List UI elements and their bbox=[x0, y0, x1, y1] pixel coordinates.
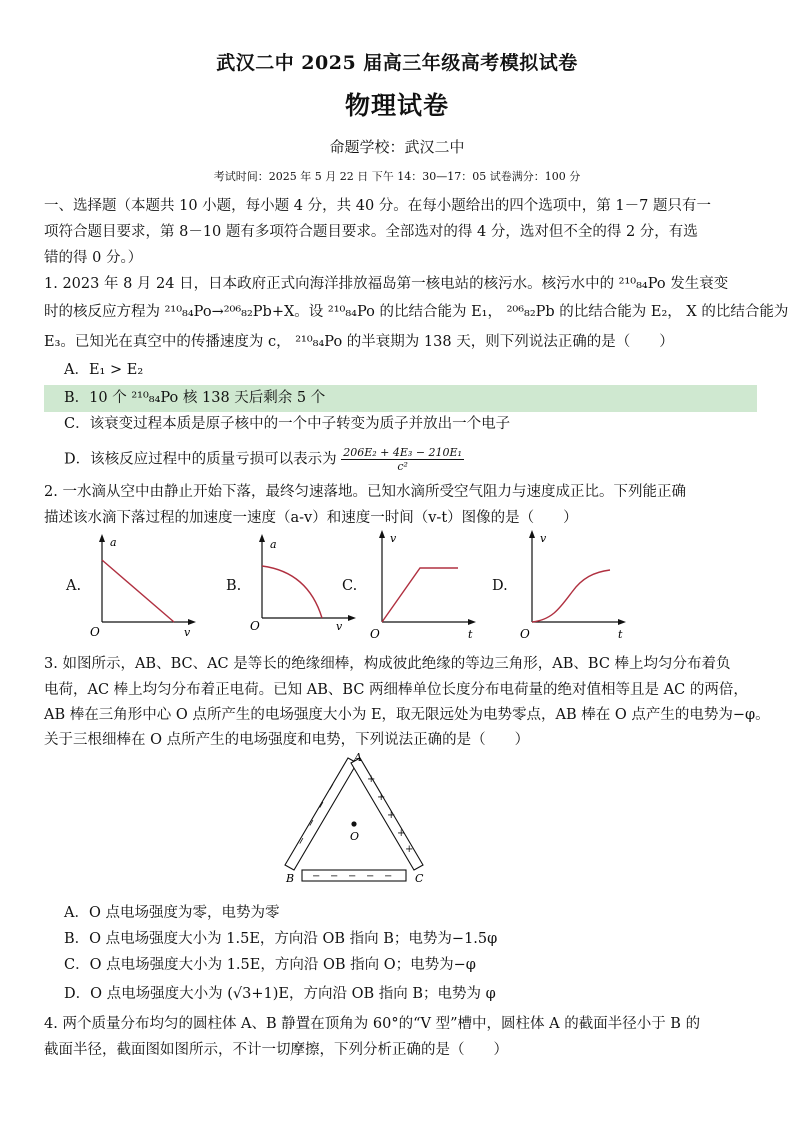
section-heading-line3: 错的得 0 分。） bbox=[44, 250, 143, 266]
graph-c-xaxis: t bbox=[468, 628, 473, 640]
graph-c-curve bbox=[382, 568, 458, 622]
graph-d-yaxis: v bbox=[540, 532, 547, 545]
graph-c-label[interactable]: C. bbox=[342, 578, 358, 594]
exam-info: 考试时间：2025 年 5 月 22 日 下午 14：30—17：05 试卷满分：100 分 bbox=[213, 170, 581, 183]
graph-c bbox=[366, 528, 478, 640]
exam-title: 武汉二中 2025 届高三年级高考模拟试卷 bbox=[216, 52, 578, 74]
q1-line3: E₃。已知光在真空中的传播速度为 c， ²¹⁰₈₄Po 的半衰期为 138 天，则下列说法正确的是（ ） bbox=[44, 334, 674, 350]
label-a: A bbox=[354, 751, 362, 764]
svg-text:−: − bbox=[295, 834, 309, 848]
graph-d-origin: O bbox=[520, 627, 530, 640]
q2-line2: 描述该水滴下落过程的加速度一速度（a-v）和速度一时间（v-t）图像的是（ ） bbox=[44, 510, 578, 526]
label-c: C bbox=[415, 872, 424, 885]
svg-text:−: − bbox=[325, 780, 339, 794]
graph-a-yaxis: a bbox=[110, 536, 117, 549]
q3-option-a[interactable]: A．O 点电场强度为零，电势为零 bbox=[64, 905, 280, 921]
svg-text:−: − bbox=[366, 871, 375, 882]
q3-option-d[interactable]: D．O 点电场强度大小为 (√3+1)E，方向沿 OB 指向 B；电势为 φ bbox=[64, 986, 496, 1002]
q3-line3: AB 棒在三角形中心 O 点所产生的电场强度大小为 E，取无限远处为电势零点，AB 棒在 O 点产生的电势为−φ。 bbox=[44, 707, 770, 723]
graph-d-curve bbox=[532, 570, 610, 622]
q4-line1: 4. 两个质量分布均匀的圆柱体 A、B 静置在顶角为 60°的“V 型”槽中，圆柱体 A 的截面半径小于 B 的 bbox=[44, 1016, 701, 1032]
graph-c-origin: O bbox=[370, 627, 380, 640]
q1-option-d-text: D．该核反应过程中的质量亏损可以表示为 bbox=[64, 451, 337, 468]
center-point-o bbox=[351, 821, 356, 826]
graph-d-label[interactable]: D. bbox=[492, 578, 508, 594]
q1-option-c[interactable]: C．该衰变过程本质是原子核中的一个中子转变为质子并放出一个电子 bbox=[64, 416, 511, 432]
q4-line2: 截面半径，截面图如图所示，不计一切摩擦，下列分析正确的是（ ） bbox=[44, 1042, 508, 1058]
graph-b-yaxis: a bbox=[270, 538, 277, 551]
svg-text:−: − bbox=[305, 816, 319, 830]
graph-b-origin: O bbox=[250, 619, 260, 633]
svg-text:−: − bbox=[348, 871, 357, 882]
svg-text:−: − bbox=[312, 871, 321, 882]
graph-a-origin: O bbox=[90, 625, 100, 639]
q2-line1: 2. 一水滴从空中由静止开始下落，最终匀速落地。已知水滴所受空气阻力与速度成正比。下列能正确 bbox=[44, 484, 686, 500]
q1-line1: 1. 2023 年 8 月 24 日，日本政府正式向海洋排放福岛第一核电站的核污水。核污水中的 ²¹⁰₈₄Po 发生衰变 bbox=[44, 276, 729, 292]
subject-title: 物理试卷 bbox=[344, 91, 449, 120]
q1-option-a[interactable]: A．E₁ > E₂ bbox=[64, 362, 144, 378]
label-o: O bbox=[350, 830, 360, 843]
section-heading-line2: 项符合题目要求，第 8－10 题有多项符合题目要求。全部选对的得 4 分，选对但不全的得 2 分，有选 bbox=[44, 224, 698, 240]
q1-option-d[interactable] bbox=[64, 446, 464, 473]
svg-text:+: + bbox=[405, 844, 414, 855]
svg-text:−: − bbox=[330, 871, 339, 882]
graph-d bbox=[516, 528, 628, 640]
triangle-rods-figure bbox=[278, 748, 438, 890]
q3-line1: 3. 如图所示，AB、BC、AC 是等长的绝缘细棒，构成彼此绝缘的等边三角形，AB、BC 棒上均匀分布着负 bbox=[44, 656, 731, 672]
q1-line2: 时的核反应方程为 ²¹⁰₈₄Po→²⁰⁶₈₂Pb+X。设 ²¹⁰₈₄Po 的比结合能为 E₁， ²⁰⁶₈₂Pb 的比结合能为 E₂， X 的比结合能为 bbox=[44, 304, 789, 320]
svg-text:−: − bbox=[315, 798, 329, 812]
label-b: B bbox=[286, 872, 295, 885]
graph-d-xaxis: t bbox=[618, 628, 623, 640]
graph-b-curve bbox=[262, 566, 322, 618]
svg-text:+: + bbox=[367, 774, 376, 785]
rod-ab bbox=[285, 758, 360, 870]
svg-text:+: + bbox=[377, 792, 386, 803]
svg-text:+: + bbox=[397, 828, 406, 839]
fraction-denominator: c² bbox=[397, 460, 408, 473]
graph-a bbox=[88, 532, 198, 640]
svg-text:−: − bbox=[384, 871, 393, 882]
graph-a-curve bbox=[102, 560, 174, 622]
section-heading-line1: 一、选择题（本题共 10 小题，每小题 4 分，共 40 分。在每小题给出的四个选项中，第 1－7 题只有一 bbox=[44, 198, 711, 214]
graph-c-yaxis: v bbox=[390, 532, 397, 545]
graph-a-xaxis: v bbox=[184, 626, 191, 639]
q3-line2: 电荷，AC 棒上均匀分布着正电荷。已知 AB、BC 两细棒单位长度分布电荷量的绝对值相等且是 AC 的两倍， bbox=[44, 682, 748, 698]
school-line: 命题学校：武汉二中 bbox=[329, 138, 465, 156]
q3-line4: 关于三根细棒在 O 点所产生的电场强度和电势，下列说法正确的是（ ） bbox=[44, 732, 530, 748]
q1-option-b[interactable]: B．10 个 ²¹⁰₈₄Po 核 138 天后剩余 5 个 bbox=[64, 390, 326, 406]
q3-option-c[interactable]: C．O 点电场强度大小为 1.5E，方向沿 OB 指向 O；电势为−φ bbox=[64, 957, 476, 973]
mass-defect-fraction bbox=[341, 446, 464, 473]
q3-option-b[interactable]: B．O 点电场强度大小为 1.5E，方向沿 OB 指向 B；电势为−1.5φ bbox=[64, 931, 498, 947]
graph-a-label[interactable]: A. bbox=[66, 578, 82, 594]
graph-b-label[interactable]: B. bbox=[226, 578, 242, 594]
svg-text:+: + bbox=[387, 810, 396, 821]
fraction-numerator: 206E₂ + 4E₃ − 210E₁ bbox=[343, 446, 462, 459]
graph-b-xaxis: v bbox=[336, 620, 343, 633]
